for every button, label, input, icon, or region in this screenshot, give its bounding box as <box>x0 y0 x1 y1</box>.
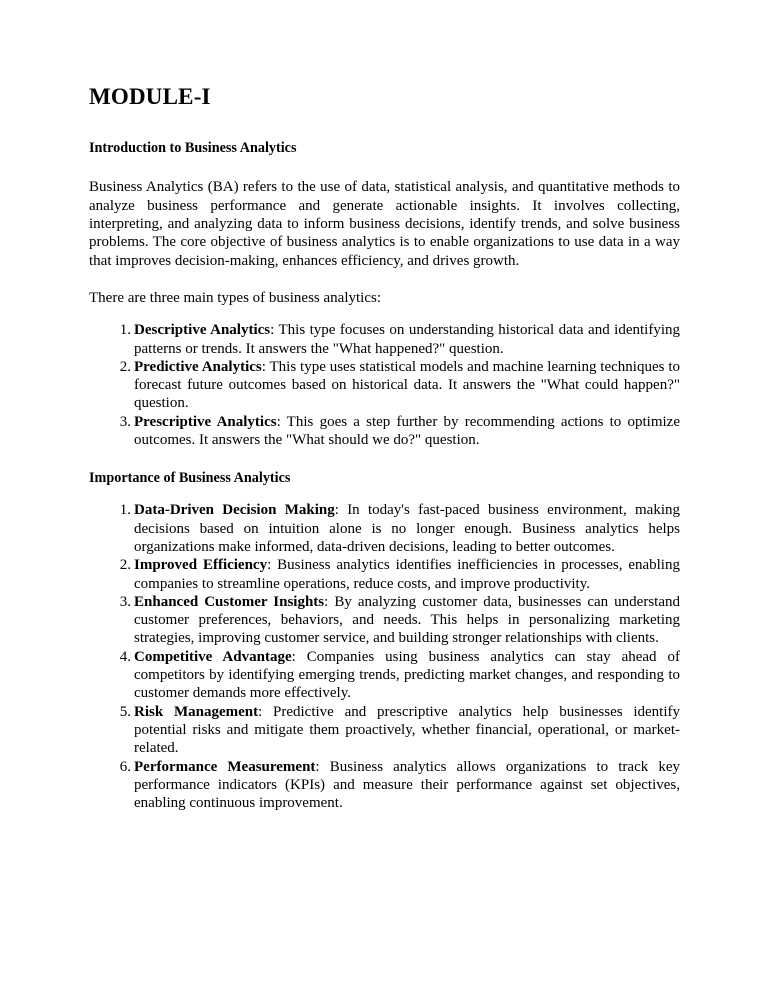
list-item-body: : This type focuses on understanding historical data and identifying patterns or trends. It answers the "What happened?" question. <box>134 322 680 357</box>
list-item-body: : This goes a step further by recommending actions to optimize outcomes. It answers the "What should we do?" question. <box>134 413 680 449</box>
list-item-lead: Prescriptive Analytics <box>134 413 277 430</box>
spacer <box>89 487 680 501</box>
spacer <box>89 307 680 321</box>
list-item-lead: Competitive Advantage <box>134 648 292 665</box>
list-types-of-analytics <box>89 321 680 449</box>
paragraph-types-intro: There are three main types of business analytics: <box>89 289 381 306</box>
spacer <box>89 270 680 289</box>
list-item-body: : This type uses statistical models and machine learning techniques to forecast future outcomes based on historical data. It answers the "What could happen?" question. <box>134 358 680 412</box>
page-title: MODULE-I <box>89 84 211 109</box>
document-body <box>89 84 680 812</box>
list-item-lead: Predictive Analytics <box>134 358 262 375</box>
list-item <box>89 648 680 703</box>
section-heading-introduction: Introduction to Business Analytics <box>89 140 297 157</box>
list-item <box>89 358 680 413</box>
list-item-body: : By analyzing customer data, businesses can understand customer preferences, behaviors, and needs. This helps in personalizing marketing strategies, improving customer service, and building stronger relationships with clients. <box>134 593 680 647</box>
spacer <box>89 449 680 470</box>
list-item-lead: Descriptive Analytics <box>134 322 271 339</box>
list-importance-of-analytics <box>89 501 680 812</box>
spacer <box>89 110 680 140</box>
list-item-body: : In today's fast-paced business environment, making decisions based on intuition alone is no longer enough. Business analytics helps organizations make informed, data-driven decisions, leading to better outcomes. <box>134 502 681 555</box>
list-item-lead: Enhanced Customer Insights <box>134 593 325 610</box>
paragraph-ba-definition: Business Analytics (BA) refers to the use of data, statistical analysis, and quantitative methods to analyze business performance and generate actionable insights. It involves collecting, interpreting, and analyzing data to inform business decisions, identify trends, and solve business problems. The core objective of business analytics is to enable organizations to use data in a way that improves decision-making, enhances efficiency, and drives growth. <box>89 179 680 269</box>
list-item <box>89 593 680 648</box>
list-item <box>89 501 680 556</box>
spacer <box>89 157 680 178</box>
list-item-lead: Risk Management <box>134 703 259 720</box>
list-item-body: : Companies using business analytics can stay ahead of competitors by identifying emerging trends, predicting market changes, and responding to customer demands more effectively. <box>134 648 680 702</box>
list-item-body: : Business analytics identifies inefficiencies in processes, enabling companies to streamline operations, reduce costs, and improve productivity. <box>134 557 680 592</box>
list-item-body: : Predictive and prescriptive analytics help businesses identify potential risks and mitigate them proactively, whether financial, operational, or market-related. <box>134 703 680 757</box>
list-item <box>89 321 680 358</box>
section-heading-importance: Importance of Business Analytics <box>89 470 291 487</box>
list-item <box>89 413 680 450</box>
list-item-lead: Improved Efficiency <box>134 557 268 574</box>
list-item <box>89 703 680 758</box>
list-item-lead: Data-Driven Decision Making <box>134 502 335 519</box>
list-item-body: : Business analytics allows organizations to track key performance indicators (KPIs) and measure their performance against set objectives, enabling continuous improvement. <box>134 758 680 812</box>
list-item <box>89 758 680 813</box>
list-item-lead: Performance Measurement <box>134 758 316 775</box>
list-item <box>89 556 680 593</box>
